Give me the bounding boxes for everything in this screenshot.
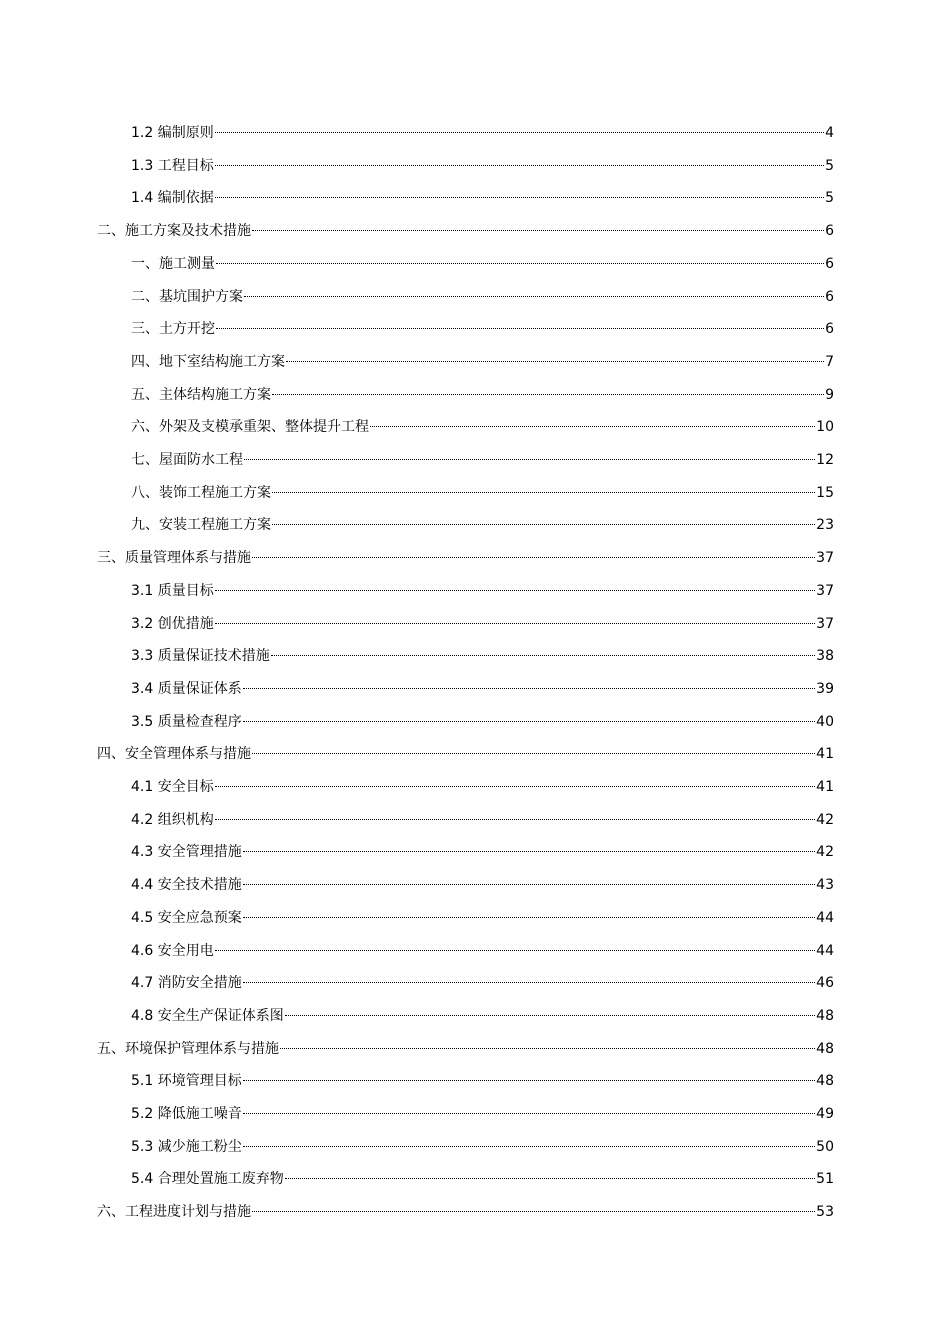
toc-leader-dots	[244, 459, 815, 460]
toc-entry-page-number: 10	[816, 419, 834, 436]
toc-entry[interactable]	[131, 967, 834, 999]
toc-entry-label: 八、装饰工程施工方案	[131, 484, 271, 501]
toc-entry-page-number: 6	[825, 321, 834, 338]
toc-entry[interactable]	[131, 1163, 834, 1195]
toc-leader-dots	[243, 1113, 815, 1114]
toc-entry-page-number: 23	[816, 517, 834, 534]
toc-entry-label: 三、质量管理体系与措施	[97, 550, 251, 567]
toc-entry-page-number: 50	[816, 1138, 834, 1155]
toc-entry[interactable]	[131, 771, 834, 803]
toc-entry-page-number: 9	[825, 386, 834, 403]
toc-leader-dots	[243, 721, 815, 722]
toc-leader-dots	[243, 982, 815, 983]
toc-leader-dots	[243, 1146, 815, 1147]
toc-entry-label: 4.1 安全目标	[131, 779, 214, 795]
toc-entry-label: 五、主体结构施工方案	[131, 386, 271, 403]
toc-entry-label: 四、安全管理体系与措施	[97, 746, 251, 763]
toc-entry-label: 4.8 安全生产保证体系图	[131, 1007, 284, 1024]
toc-entry-label: 4.6 安全用电	[131, 942, 214, 959]
toc-entry[interactable]	[131, 935, 834, 967]
toc-entry-page-number: 46	[816, 975, 834, 992]
toc-entry-label: 1.4 编制依据	[131, 190, 214, 207]
toc-leader-dots	[215, 819, 815, 820]
toc-entry-label: 3.4 质量保证体系	[131, 680, 242, 697]
toc-entry-page-number: 44	[816, 942, 834, 959]
toc-entry[interactable]	[131, 150, 834, 182]
toc-leader-dots	[215, 165, 824, 166]
toc-entry-page-number: 48	[816, 1040, 834, 1057]
toc-entry[interactable]	[131, 313, 834, 345]
toc-leader-dots	[216, 328, 824, 329]
toc-entry-label: 3.5 质量检查程序	[131, 713, 242, 730]
toc-leader-dots	[285, 1015, 815, 1016]
toc-leader-dots	[271, 655, 815, 656]
toc-entry-label: 六、外架及支模承重架、整体提升工程	[131, 419, 369, 436]
toc-entry-page-number: 44	[816, 909, 834, 926]
toc-entry-page-number: 6	[825, 288, 834, 305]
toc-entry-page-number: 37	[816, 582, 834, 599]
toc-entry[interactable]	[131, 1000, 834, 1032]
toc-entry-label: 5.2 降低施工噪音	[131, 1106, 242, 1122]
toc-entry-label: 四、地下室结构施工方案	[131, 353, 285, 370]
toc-entry-label: 六、工程进度计划与措施	[97, 1204, 251, 1221]
toc-entry[interactable]	[131, 346, 834, 378]
toc-entry[interactable]	[131, 706, 834, 738]
toc-entry-page-number: 41	[816, 746, 834, 763]
toc-leader-dots	[370, 426, 815, 427]
toc-leader-dots	[243, 1080, 815, 1081]
toc-leader-dots	[252, 753, 815, 754]
toc-entry[interactable]	[131, 1131, 834, 1163]
toc-entry[interactable]	[131, 248, 834, 280]
toc-entry[interactable]	[97, 738, 834, 770]
toc-entry-page-number: 15	[816, 484, 834, 501]
toc-entry-label: 五、环境保护管理体系与措施	[97, 1040, 279, 1057]
toc-leader-dots	[272, 394, 824, 395]
toc-entry-page-number: 39	[816, 680, 834, 697]
toc-leader-dots	[243, 688, 815, 689]
toc-entry-label: 3.1 质量目标	[131, 582, 214, 599]
toc-leader-dots	[272, 524, 815, 525]
toc-entry-page-number: 48	[816, 1007, 834, 1024]
toc-entry-label: 3.3 质量保证技术措施	[131, 648, 270, 665]
toc-entry-label: 4.2 组织机构	[131, 811, 214, 828]
toc-entry-page-number: 12	[816, 452, 834, 468]
toc-leader-dots	[243, 851, 815, 852]
toc-entry-page-number: 6	[825, 255, 834, 272]
toc-entry-page-number: 7	[825, 353, 834, 370]
toc-leader-dots	[280, 1048, 815, 1049]
toc-entry-label: 二、基坑围护方案	[131, 288, 243, 305]
toc-leader-dots	[215, 197, 824, 198]
toc-leader-dots	[272, 492, 815, 493]
toc-entry-page-number: 38	[816, 648, 834, 665]
toc-entry-label: 一、施工测量	[131, 255, 215, 272]
toc-entry[interactable]	[97, 215, 834, 247]
toc-leader-dots	[215, 950, 815, 951]
toc-leader-dots	[252, 557, 815, 558]
toc-leader-dots	[252, 230, 824, 231]
toc-entry[interactable]	[131, 575, 834, 607]
toc-entry-label: 4.5 安全应急预案	[131, 909, 242, 926]
toc-entry[interactable]	[131, 182, 834, 214]
toc-entry[interactable]	[131, 1098, 834, 1130]
toc-entry-page-number: 5	[825, 190, 834, 207]
toc-entry-label: 二、施工方案及技术措施	[97, 223, 251, 240]
toc-entry-page-number: 53	[816, 1204, 834, 1221]
toc-entry[interactable]	[131, 836, 834, 868]
toc-entry[interactable]	[131, 444, 834, 476]
toc-entry-label: 4.4 安全技术措施	[131, 877, 242, 894]
toc-entry-label: 5.1 环境管理目标	[131, 1073, 242, 1090]
toc-entry[interactable]	[131, 1065, 834, 1097]
toc-entry-label: 三、土方开挖	[131, 321, 215, 338]
toc-entry-label: 4.3 安全管理措施	[131, 844, 242, 861]
toc-entry-label: 九、安装工程施工方案	[131, 517, 271, 534]
toc-leader-dots	[216, 263, 824, 264]
toc-entry-label: 七、屋面防水工程	[131, 452, 243, 468]
toc-entry-label: 5.4 合理处置施工废弃物	[131, 1171, 284, 1188]
toc-entry-page-number: 5	[825, 157, 834, 174]
toc-entry-page-number: 4	[825, 125, 834, 141]
toc-entry[interactable]	[131, 608, 834, 640]
toc-entry-page-number: 43	[816, 877, 834, 894]
toc-entry-page-number: 51	[816, 1171, 834, 1188]
toc-entry-label: 5.3 减少施工粉尘	[131, 1138, 242, 1155]
toc-leader-dots	[215, 132, 824, 133]
toc-entry[interactable]	[131, 869, 834, 901]
toc-entry[interactable]	[131, 640, 834, 672]
toc-entry-page-number: 42	[816, 844, 834, 861]
toc-entry-label: 1.3 工程目标	[131, 157, 214, 174]
toc-entry-page-number: 37	[816, 615, 834, 632]
toc-entry-page-number: 37	[816, 550, 834, 567]
toc-leader-dots	[215, 590, 815, 591]
toc-entry[interactable]	[131, 379, 834, 411]
toc-leader-dots	[286, 361, 824, 362]
toc-entry[interactable]	[131, 673, 834, 705]
toc-entry[interactable]	[97, 1196, 834, 1228]
toc-entry-page-number: 49	[816, 1106, 834, 1122]
toc-leader-dots	[215, 786, 815, 787]
toc-entry[interactable]	[131, 902, 834, 934]
toc-entry-page-number: 6	[825, 223, 834, 240]
toc-entry[interactable]	[131, 281, 834, 313]
toc-entry-page-number: 42	[816, 811, 834, 828]
toc-entry[interactable]	[131, 411, 834, 443]
toc-entry[interactable]	[131, 804, 834, 836]
toc-leader-dots	[243, 917, 815, 918]
toc-entry[interactable]	[97, 1033, 834, 1065]
toc-leader-dots	[252, 1211, 815, 1212]
toc-entry[interactable]	[97, 542, 834, 574]
toc-entry-label: 3.2 创优措施	[131, 615, 214, 632]
toc-entry[interactable]	[131, 509, 834, 541]
toc-entry-page-number: 48	[816, 1073, 834, 1090]
toc-entry-page-number: 41	[816, 779, 834, 795]
toc-entry[interactable]	[131, 477, 834, 509]
toc-leader-dots	[244, 296, 824, 297]
toc-entry-label: 4.7 消防安全措施	[131, 975, 242, 992]
toc-leader-dots	[285, 1178, 815, 1179]
toc-leader-dots	[243, 884, 815, 885]
toc-entry-label: 1.2 编制原则	[131, 125, 214, 141]
toc-entry[interactable]	[131, 117, 834, 149]
toc-leader-dots	[215, 623, 815, 624]
toc-entry-page-number: 40	[816, 713, 834, 730]
